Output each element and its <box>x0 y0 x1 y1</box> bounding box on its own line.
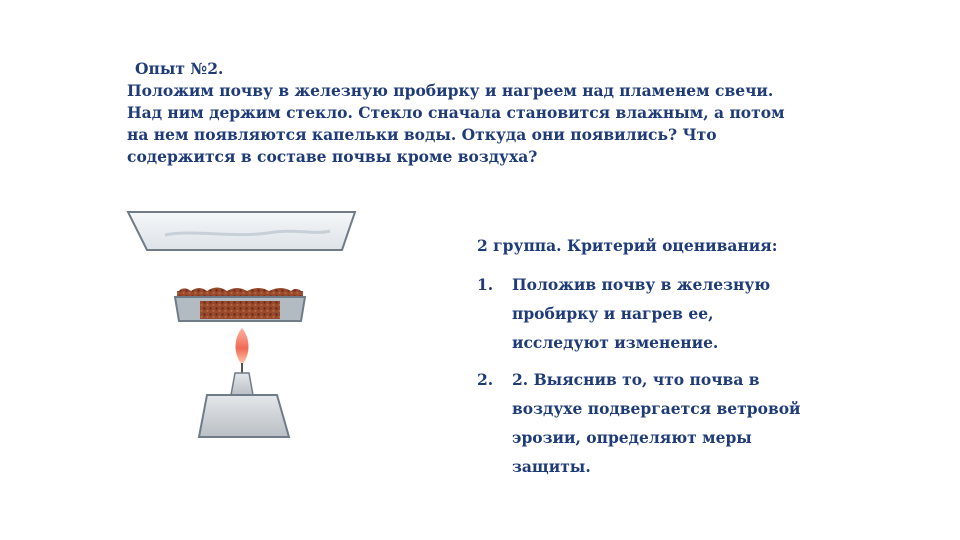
experiment-description <box>127 58 827 168</box>
glass-plate <box>128 212 355 250</box>
experiment-illustration <box>125 205 365 445</box>
criteria-header: 2 группа. Критерий оценивания: <box>477 236 778 255</box>
description-line: на нем появляются капельки воды. Откуда они появились? Что <box>127 125 717 144</box>
criteria-list <box>477 270 807 481</box>
candle <box>199 328 289 437</box>
description-line: Над ним держим стекло. Стекло сначала становится влажным, а потом <box>127 103 785 122</box>
evaluation-criteria <box>477 234 807 489</box>
list-item <box>477 365 807 481</box>
list-item-number: 1. <box>477 275 494 294</box>
description-line: содержится в составе почвы кроме воздуха? <box>127 147 538 166</box>
description-line: Положим почву в железную пробирку и нагреем над пламенем свечи. <box>127 81 774 100</box>
list-item-text: Положив почву в железную пробирку и нагрев ее, исследуют изменение. <box>512 275 771 352</box>
list-item-number: 2. <box>477 370 494 389</box>
list-item <box>477 270 807 357</box>
list-item-text: 2. Выяснив то, что почва в воздухе подвергается ветровой эрозии, определяют меры защиты. <box>512 370 801 476</box>
soil-tray <box>175 288 305 322</box>
experiment-title: Опыт №2. <box>135 59 224 78</box>
